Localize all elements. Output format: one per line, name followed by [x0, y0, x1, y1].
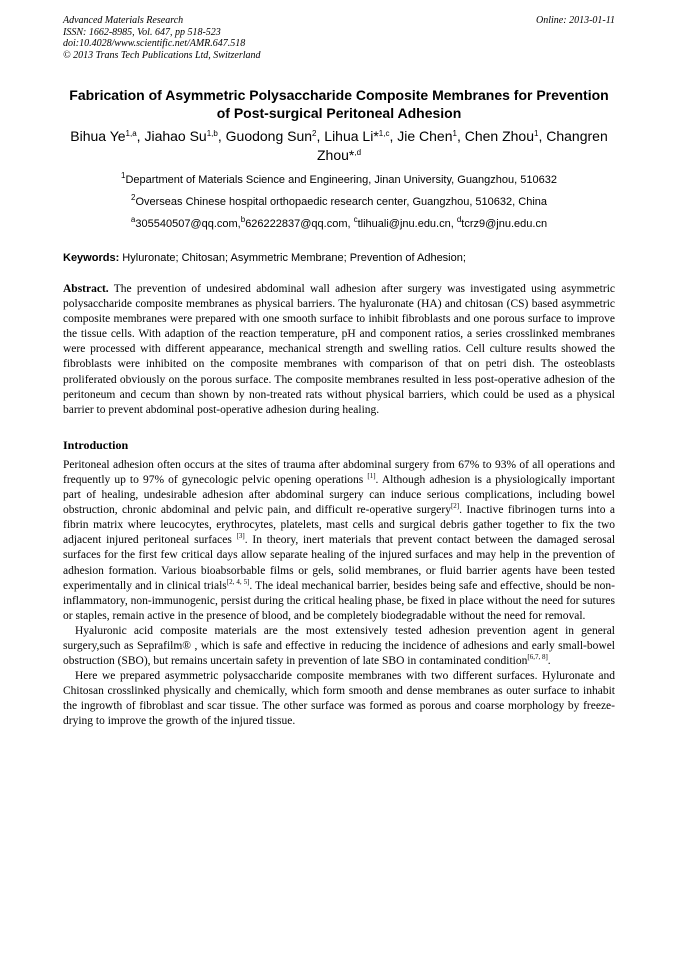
paragraph-text: . [547, 655, 551, 668]
author-name: Bihua Ye [70, 128, 126, 144]
paragraph-text: Hyaluronic acid composite materials are the most extensively tested adhesion prevention agent in general surgery,such as Seprafilm® , which is safe and effective in reducing the incidence of adhesions and early small-bowel obstruction (SBO), but remains uncertain safety in prevention of late SBO in contaminated condition [63, 624, 615, 668]
abstract [63, 282, 615, 418]
paragraph-text: . In theory, inert materials that prevent contact between the damaged serosal surfaces for the first few critical days allow separate healing of the injured surfaces and may help in the prevention of adhesion formation. Various bioabsorbable films or gels, solid membranes, or fluid barrier agents have been tested experimentally and in clinical trials [63, 534, 616, 592]
email-marker: d [456, 215, 462, 224]
author-name: Changren Zhou* [316, 128, 608, 163]
online-date: Online: 2013-01-11 [536, 15, 615, 26]
affiliation-marker: 2 [131, 193, 136, 202]
paragraph-text: Peritoneal adhesion often occurs at the sites of trauma after abdominal surgery from 67% to 93% of all operations and frequently up to 97% of gynecologic pelvic opening operations [63, 458, 615, 486]
journal-copyright: © 2013 Trans Tech Publications Ltd, Switzerland [63, 49, 261, 61]
author-affiliation-marker: 1,a [125, 129, 137, 138]
author-affiliation-marker: ,d [354, 148, 362, 157]
email-marker: c [353, 215, 358, 224]
journal-header [63, 15, 615, 61]
journal-issn: ISSN: 1662-8985, Vol. 647, pp 518-523 [63, 26, 221, 38]
introduction-paragraph [63, 669, 615, 729]
introduction-heading: Introduction [63, 437, 129, 452]
paper-title: Fabrication of Asymmetric Polysaccharide Composite Membranes for Prevention of Post-surgical Peritoneal Adhesion [69, 87, 609, 121]
email-address: tcrz9@jnu.edu.cn [461, 218, 548, 230]
author-name: Jie Chen [397, 128, 453, 144]
email-address: 305540507@qq.com, [135, 218, 241, 230]
citation-marker: [1] [367, 471, 376, 480]
email-marker: b [240, 215, 246, 224]
email-address: 626222837@qq.com, [245, 218, 354, 230]
keywords [63, 251, 615, 265]
citation-marker: [2] [450, 502, 460, 511]
affiliation-1 [63, 173, 615, 187]
author-affiliation-marker: 2 [312, 129, 317, 138]
email-marker: a [130, 215, 136, 224]
journal-doi: doi:10.4028/www.scientific.net/AMR.647.518 [63, 38, 246, 49]
author-name: Jiahao Su [144, 128, 207, 144]
citation-marker: [6,7, 8] [527, 653, 548, 662]
affiliation-marker: 1 [121, 171, 126, 180]
email-list [63, 217, 615, 231]
author-affiliation-marker: 1,c [378, 129, 390, 138]
keywords-text: Hyluronate; Chitosan; Asymmetric Membrane; Prevention of Adhesion; [119, 252, 466, 264]
abstract-text: The prevention of undesired abdominal wall adhesion after surgery was investigated using asymmetric polysaccharide composite membranes as physical barriers. The hyaluronate (HA) and chitosan (CS) based asymmetric composite membranes were prepared with one smooth surface to inhibit fibroblasts and one porous surface to improve the tissue cells. With adaption of the reaction temperature, pH and component ratios, a series crosslinked membranes were processed with different appearance, mechanical strength and swelling ratios. Cell culture results showed the fibroblasts were inhibited on the composite membranes with comparison of that on petri dish. The osteoblasts proliferated obviously on the porous surface. The composite membranes resulted in less post-operative adhesion of the peritoneum and cecum than shown by non-treated rats without physical barriers, which could be used as a physical barrier to prevent abdominal post-operative adhesion during healing. [63, 283, 615, 416]
keywords-label: Keywords: [63, 252, 120, 264]
introduction-body [63, 458, 615, 730]
paragraph-text: . Although adhesion is a physiologically important part of healing, undesirable adhesion after abdominal surgery can induce serious complications, including bowel obstruction, chronic abdominal and pelvic pain, and difficult re-operative surgery [63, 473, 615, 517]
introduction-paragraph [63, 458, 615, 624]
paragraph-text: . Inactive fibrinogen turns into a fibrin matrix where leucocytes, erythrocytes, platelets, mast cells and surgical debris gather together to fix the two adjacent injured peritoneal surfaces [63, 504, 615, 547]
author-affiliation-marker: 1 [452, 129, 457, 138]
email-address: tlihuali@jnu.edu.cn, [357, 218, 457, 230]
introduction-paragraph [63, 624, 615, 669]
author-affiliation-marker: 1,b [206, 129, 218, 138]
author-name: Lihua Li* [324, 128, 379, 144]
journal-name: Advanced Materials Research [63, 15, 184, 26]
paragraph-text: . The ideal mechanical barrier, besides being safe and effective, should be non-inflammatory, non-immunogenic, persist during the critical healing phase, be fixed in place without the need for sutures or staples, remain active in the presence of blood, and be completely biodegradable without the need for removal. [63, 579, 615, 622]
author-list: Bihua Ye$^{1,a}$, Jiahao Su$^{1,b}$, Guodong Sun$^2$, Lihua Li*$^{1,c}$, Jie Chen$^1$, Chen Zhou$^1$, Changren Zhou*$^{,d}$ [70, 128, 608, 163]
affiliation-2 [63, 195, 615, 209]
citation-marker: [3] [236, 532, 245, 541]
paragraph-text: Here we prepared asymmetric polysaccharide composite membranes with two different surfaces. Hyluronate and Chitosan crosslinked physically and chemically, which form smooth and dense membranes as outer surface to inhabit the ingrowth of fibroblast and scar tissue. The other surface was formed as porous and coarse morphology by freeze-drying to improve the growth of the injured tissue. [63, 670, 615, 728]
affiliation-text: Overseas Chinese hospital orthopaedic research center, Guangzhou, 510632, China [135, 196, 547, 208]
author-name: Guodong Sun [225, 128, 313, 144]
abstract-label: Abstract. [63, 283, 109, 295]
author-affiliation-marker: 1 [534, 129, 539, 138]
citation-marker: [2, 4, 5] [226, 577, 250, 586]
author-name: Chen Zhou [464, 128, 535, 144]
affiliation-text: Department of Materials Science and Engineering, Jinan University, Guangzhou, 510632 [125, 174, 557, 186]
